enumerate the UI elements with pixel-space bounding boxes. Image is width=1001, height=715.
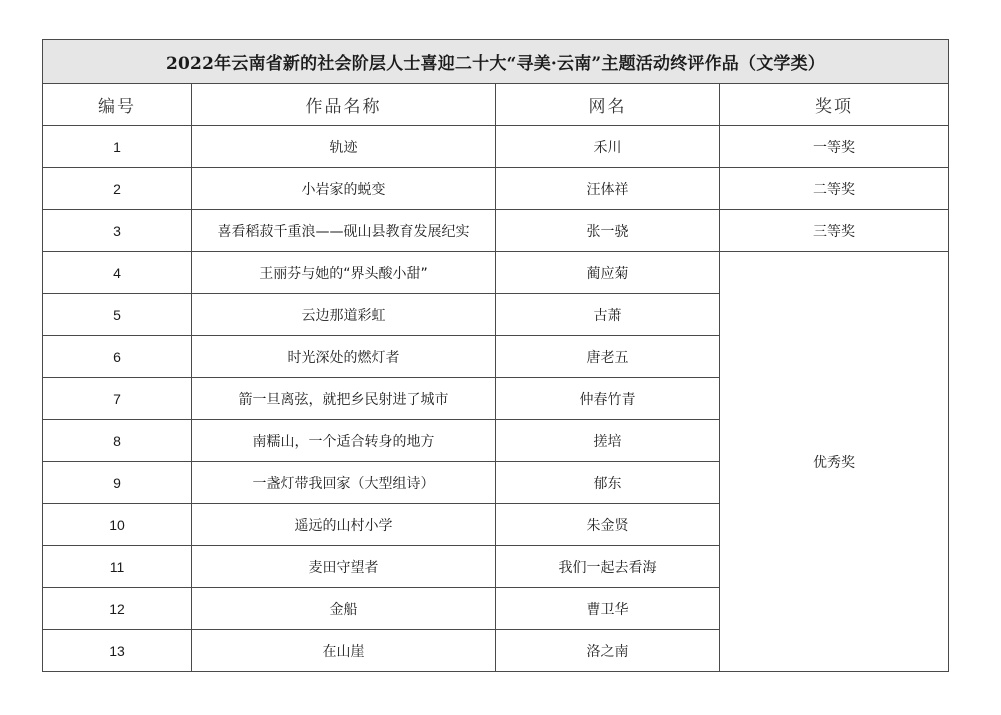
award-level: 三等奖: [720, 210, 949, 252]
row-number: 11: [43, 546, 192, 588]
table-row: [43, 126, 949, 168]
header-work-name: 作品名称: [192, 84, 496, 126]
award-level: 一等奖: [720, 126, 949, 168]
work-title: 一盏灯带我回家（大型组诗）: [192, 462, 496, 504]
work-title: 南糯山，一个适合转身的地方: [192, 420, 496, 462]
author-name: 仲春竹青: [496, 378, 720, 420]
work-title: 麦田守望者: [192, 546, 496, 588]
work-title: 遥远的山村小学: [192, 504, 496, 546]
work-title: 小岩家的蜕变: [192, 168, 496, 210]
table-title: 2022年云南省新的社会阶层人士喜迎二十大“寻美·云南”主题活动终评作品（文学类）: [43, 40, 949, 84]
table-row: [43, 210, 949, 252]
work-title: 喜看稻菽千重浪——砚山县教育发展纪实: [192, 210, 496, 252]
row-number: 4: [43, 252, 192, 294]
row-number: 5: [43, 294, 192, 336]
work-title: 时光深处的燃灯者: [192, 336, 496, 378]
row-number: 8: [43, 420, 192, 462]
work-title: 金船: [192, 588, 496, 630]
work-title: 轨迹: [192, 126, 496, 168]
row-number: 9: [43, 462, 192, 504]
row-number: 10: [43, 504, 192, 546]
author-name: 张一骁: [496, 210, 720, 252]
author-name: 唐老五: [496, 336, 720, 378]
row-number: 2: [43, 168, 192, 210]
work-title: 云边那道彩虹: [192, 294, 496, 336]
header-number: 编号: [43, 84, 192, 126]
row-number: 12: [43, 588, 192, 630]
work-title: 在山崖: [192, 630, 496, 672]
row-number: 1: [43, 126, 192, 168]
author-name: 古萧: [496, 294, 720, 336]
author-name: 曹卫华: [496, 588, 720, 630]
author-name: 蔺应菊: [496, 252, 720, 294]
table-row: [43, 168, 949, 210]
header-row: [43, 84, 949, 126]
table-row: [43, 252, 949, 294]
author-name: 禾川: [496, 126, 720, 168]
work-title: 箭一旦离弦，就把乡民射进了城市: [192, 378, 496, 420]
header-author: 网名: [496, 84, 720, 126]
author-name: 我们一起去看海: [496, 546, 720, 588]
award-table: [42, 39, 949, 672]
award-level-merged: 优秀奖: [720, 252, 949, 672]
award-level: 二等奖: [720, 168, 949, 210]
header-award: 奖项: [720, 84, 949, 126]
author-name: 朱金贤: [496, 504, 720, 546]
row-number: 6: [43, 336, 192, 378]
author-name: 郁东: [496, 462, 720, 504]
work-title: 王丽芬与她的“界头酸小甜”: [192, 252, 496, 294]
author-name: 洛之南: [496, 630, 720, 672]
author-name: 汪体祥: [496, 168, 720, 210]
title-row: [43, 40, 949, 84]
row-number: 13: [43, 630, 192, 672]
row-number: 7: [43, 378, 192, 420]
row-number: 3: [43, 210, 192, 252]
author-name: 搓培: [496, 420, 720, 462]
